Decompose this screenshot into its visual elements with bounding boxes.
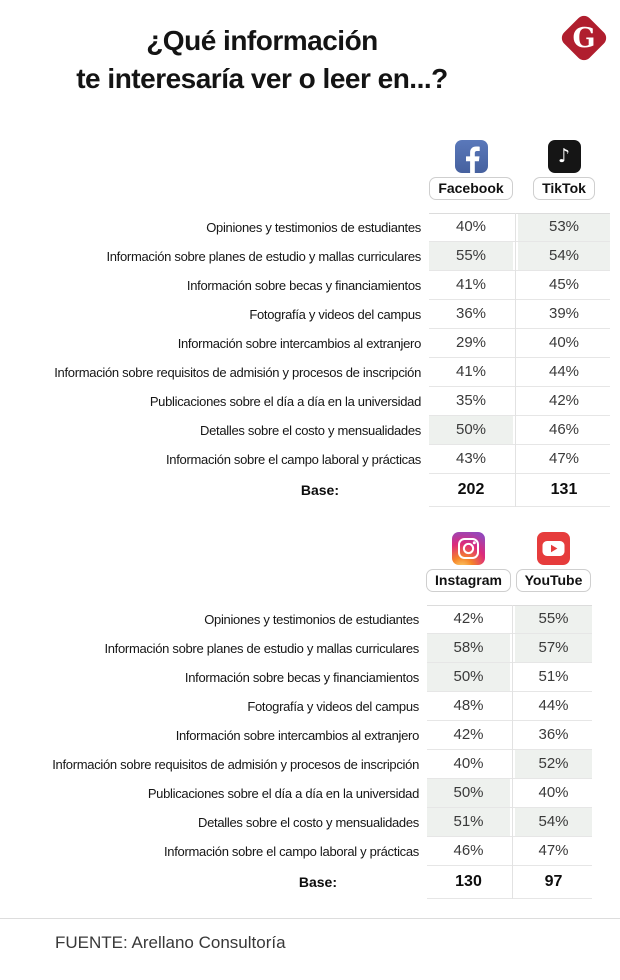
- value-cell: 45%: [548, 276, 580, 293]
- value-cell: 41%: [455, 276, 487, 293]
- table-row: [0, 779, 620, 808]
- table-row: [0, 242, 620, 271]
- table-facebook-tiktok: [0, 140, 620, 507]
- value-cell: 51%: [427, 808, 510, 836]
- value-cell: 42%: [453, 726, 484, 743]
- value-cell: 54%: [515, 808, 592, 836]
- value-cell: 40%: [455, 218, 487, 235]
- value-cell: 42%: [453, 610, 484, 627]
- row-label: Información sobre becas y financiamientos: [184, 670, 419, 685]
- table-row: [0, 271, 620, 300]
- data-grid: [0, 605, 620, 899]
- value-cell: 44%: [548, 363, 580, 380]
- table-row: [0, 358, 620, 387]
- row-label: Publicaciones sobre el día a día en la universidad: [149, 394, 421, 409]
- value-cell: 29%: [455, 334, 487, 351]
- value-cell: 48%: [453, 697, 484, 714]
- platform-label-youtube: YouTube: [516, 569, 592, 592]
- base-value: 131: [550, 481, 578, 498]
- row-label: Información sobre requisitos de admisión y procesos de inscripción: [52, 757, 419, 772]
- value-cell: 50%: [429, 416, 513, 444]
- row-label: Información sobre intercambios al extranjero: [175, 728, 419, 743]
- value-cell: 53%: [518, 213, 610, 241]
- gestion-logo: [558, 12, 610, 64]
- base-value: 202: [457, 481, 485, 498]
- value-cell: 46%: [548, 421, 580, 438]
- footer: [0, 918, 620, 953]
- table-rows: [0, 605, 620, 866]
- value-cell: 47%: [548, 450, 580, 467]
- data-grid: [0, 213, 620, 507]
- table-row: [0, 329, 620, 358]
- value-cell: 41%: [455, 363, 487, 380]
- row-label: Publicaciones sobre el día a día en la universidad: [147, 786, 419, 801]
- youtube-icon: [537, 532, 570, 565]
- title-line2: te interesaría ver o leer en...?: [76, 63, 448, 94]
- table-row: [0, 300, 620, 329]
- base-label: Base:: [298, 874, 337, 890]
- platform-label-tiktok: TikTok: [533, 177, 595, 200]
- table-row: [0, 692, 620, 721]
- base-value: 130: [455, 873, 482, 890]
- value-cell: 35%: [455, 392, 487, 409]
- column-header-instagram: [427, 532, 510, 592]
- value-cell: 54%: [518, 242, 610, 270]
- title-line1: ¿Qué información: [146, 25, 378, 56]
- table-rows: [0, 213, 620, 474]
- row-label: Información sobre planes de estudio y mallas curriculares: [106, 249, 421, 264]
- column-header-youtube: [515, 532, 592, 592]
- column-header-facebook: [429, 140, 513, 200]
- value-cell: 46%: [453, 842, 484, 859]
- column-headers: [429, 140, 610, 200]
- value-cell: 50%: [427, 779, 510, 807]
- value-cell: 55%: [429, 242, 513, 270]
- value-cell: 51%: [538, 668, 569, 685]
- row-label: Opiniones y testimonios de estudiantes: [204, 612, 419, 627]
- base-label: Base:: [300, 482, 339, 498]
- value-cell: 40%: [538, 784, 569, 801]
- table-row: [0, 837, 620, 866]
- value-cell: 39%: [548, 305, 580, 322]
- base-row: [0, 866, 620, 899]
- platform-label-instagram: Instagram: [426, 569, 511, 592]
- row-label: Información sobre becas y financiamientos: [186, 278, 421, 293]
- row-label: Información sobre intercambios al extranjero: [177, 336, 421, 351]
- row-label: Detalles sobre el costo y mensualidades: [198, 815, 419, 830]
- row-label: Información sobre el campo laboral y prácticas: [166, 452, 421, 467]
- table-row: [0, 663, 620, 692]
- facebook-icon: [455, 140, 488, 173]
- row-label: Detalles sobre el costo y mensualidades: [200, 423, 421, 438]
- table-row: [0, 445, 620, 474]
- table-row: [0, 416, 620, 445]
- value-cell: 36%: [538, 726, 569, 743]
- instagram-icon: [452, 532, 485, 565]
- value-cell: 40%: [453, 755, 484, 772]
- base-value: 97: [544, 873, 563, 890]
- value-cell: 42%: [548, 392, 580, 409]
- value-cell: 40%: [548, 334, 580, 351]
- tiktok-icon: ♪: [548, 140, 581, 173]
- row-label: Fotografía y videos del campus: [249, 307, 421, 322]
- header: [0, 0, 620, 98]
- source-text: FUENTE: Arellano Consultoría: [55, 933, 286, 952]
- value-cell: 58%: [427, 634, 510, 662]
- value-cell: 57%: [515, 634, 592, 662]
- row-label: Fotografía y videos del campus: [247, 699, 419, 714]
- value-cell: 50%: [427, 663, 510, 691]
- table-row: [0, 213, 620, 242]
- logo-letter: G: [572, 22, 596, 54]
- column-header-tiktok: [518, 140, 610, 200]
- table-row: [0, 634, 620, 663]
- column-headers: [427, 532, 592, 592]
- platform-label-facebook: Facebook: [429, 177, 512, 200]
- table-row: [0, 750, 620, 779]
- row-label: Información sobre requisitos de admisión y procesos de inscripción: [54, 365, 421, 380]
- page-title: [0, 22, 620, 98]
- value-cell: 44%: [538, 697, 569, 714]
- table-row: [0, 605, 620, 634]
- value-cell: 52%: [515, 750, 592, 778]
- value-cell: 47%: [538, 842, 569, 859]
- row-label: Información sobre el campo laboral y prácticas: [164, 844, 419, 859]
- base-row: [0, 474, 620, 507]
- value-cell: 36%: [455, 305, 487, 322]
- table-instagram-youtube: [0, 532, 620, 899]
- table-row: [0, 808, 620, 837]
- value-cell: 55%: [515, 605, 592, 633]
- table-row: [0, 387, 620, 416]
- row-label: Opiniones y testimonios de estudiantes: [206, 220, 421, 235]
- value-cell: 43%: [455, 450, 487, 467]
- row-label: Información sobre planes de estudio y mallas curriculares: [104, 641, 419, 656]
- table-row: [0, 721, 620, 750]
